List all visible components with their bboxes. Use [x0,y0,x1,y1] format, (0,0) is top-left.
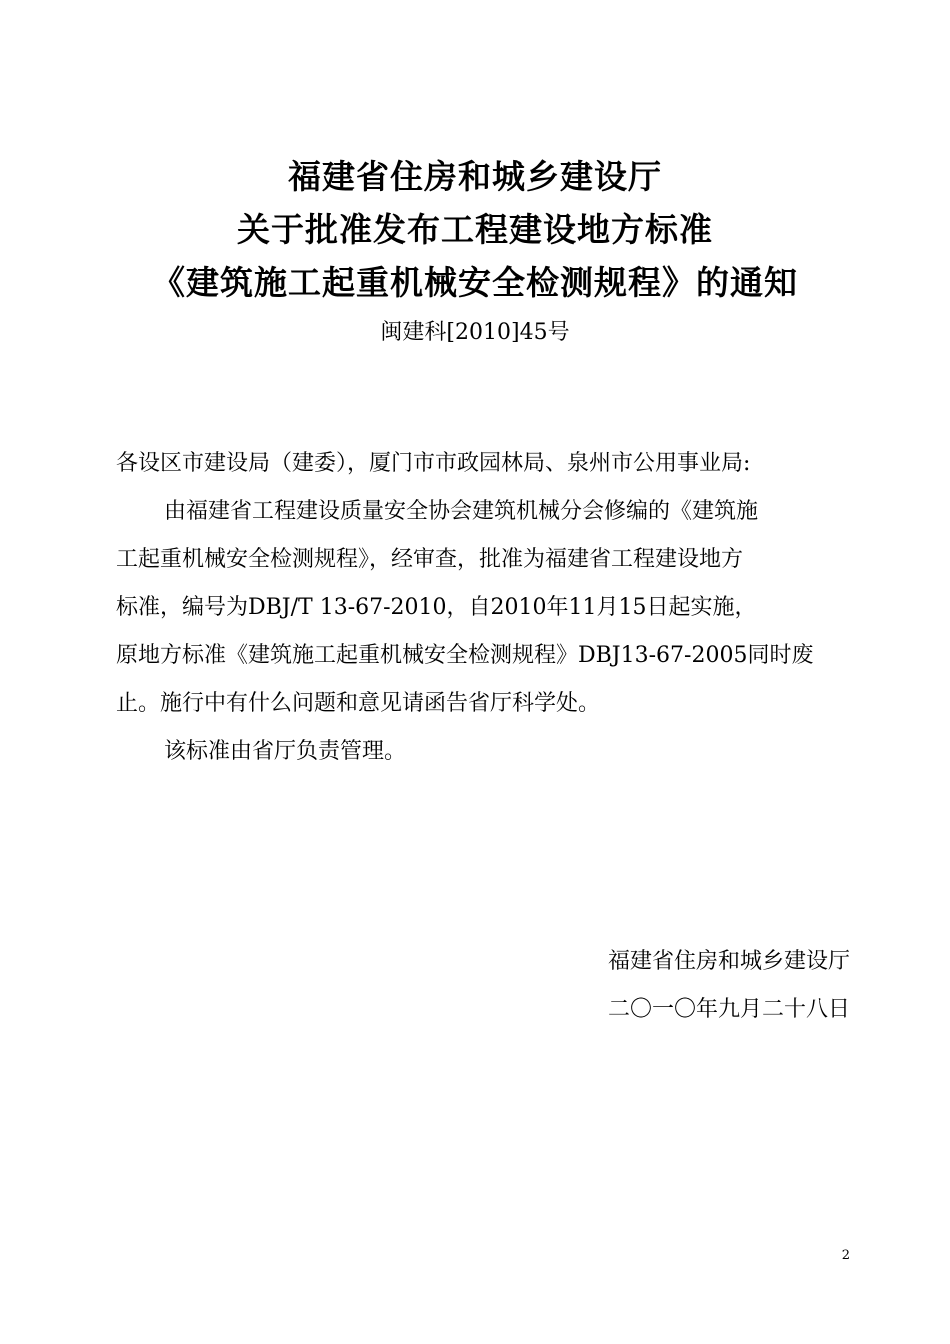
body-text [116,440,856,776]
title-line-1: 福建省住房和城乡建设厅 [288,157,662,196]
page-number: 2 [841,1248,850,1263]
paragraph-1-line-3: 标准，编号为DBJ/T 13-67-2010，自2010年11月15日起实施， [116,595,757,620]
issue-date: 二〇一〇年九月二十八日 [607,997,850,1022]
title-line-3: 《建筑施工起重机械安全检测规程》的通知 [152,263,798,302]
paragraph-1-line-5: 止。施行中有什么问题和意见请函告省厅科学处。 [116,691,601,716]
addressee-line: 各设区市建设局（建委），厦门市市政园林局、泉州市公用事业局: [116,451,751,476]
title-block [0,150,950,351]
document-number: 闽建科[2010]45号 [380,320,570,345]
paragraph-1-line-1: 由福建省工程建设质量安全协会建筑机械分会修编的《建筑施 [164,499,759,524]
paragraph-1-line-2: 工起重机械安全检测规程》，经审查，批准为福建省工程建设地方 [116,547,744,572]
paragraph-1-line-4: 原地方标准《建筑施工起重机械安全检测规程》DBJ13-67-2005同时废 [116,643,814,668]
signature-block [608,938,850,1034]
issuer-name: 福建省住房和城乡建设厅 [607,949,850,974]
paragraph-2: 该标准由省厅负责管理。 [164,739,407,764]
title-line-2: 关于批准发布工程建设地方标准 [237,210,713,249]
